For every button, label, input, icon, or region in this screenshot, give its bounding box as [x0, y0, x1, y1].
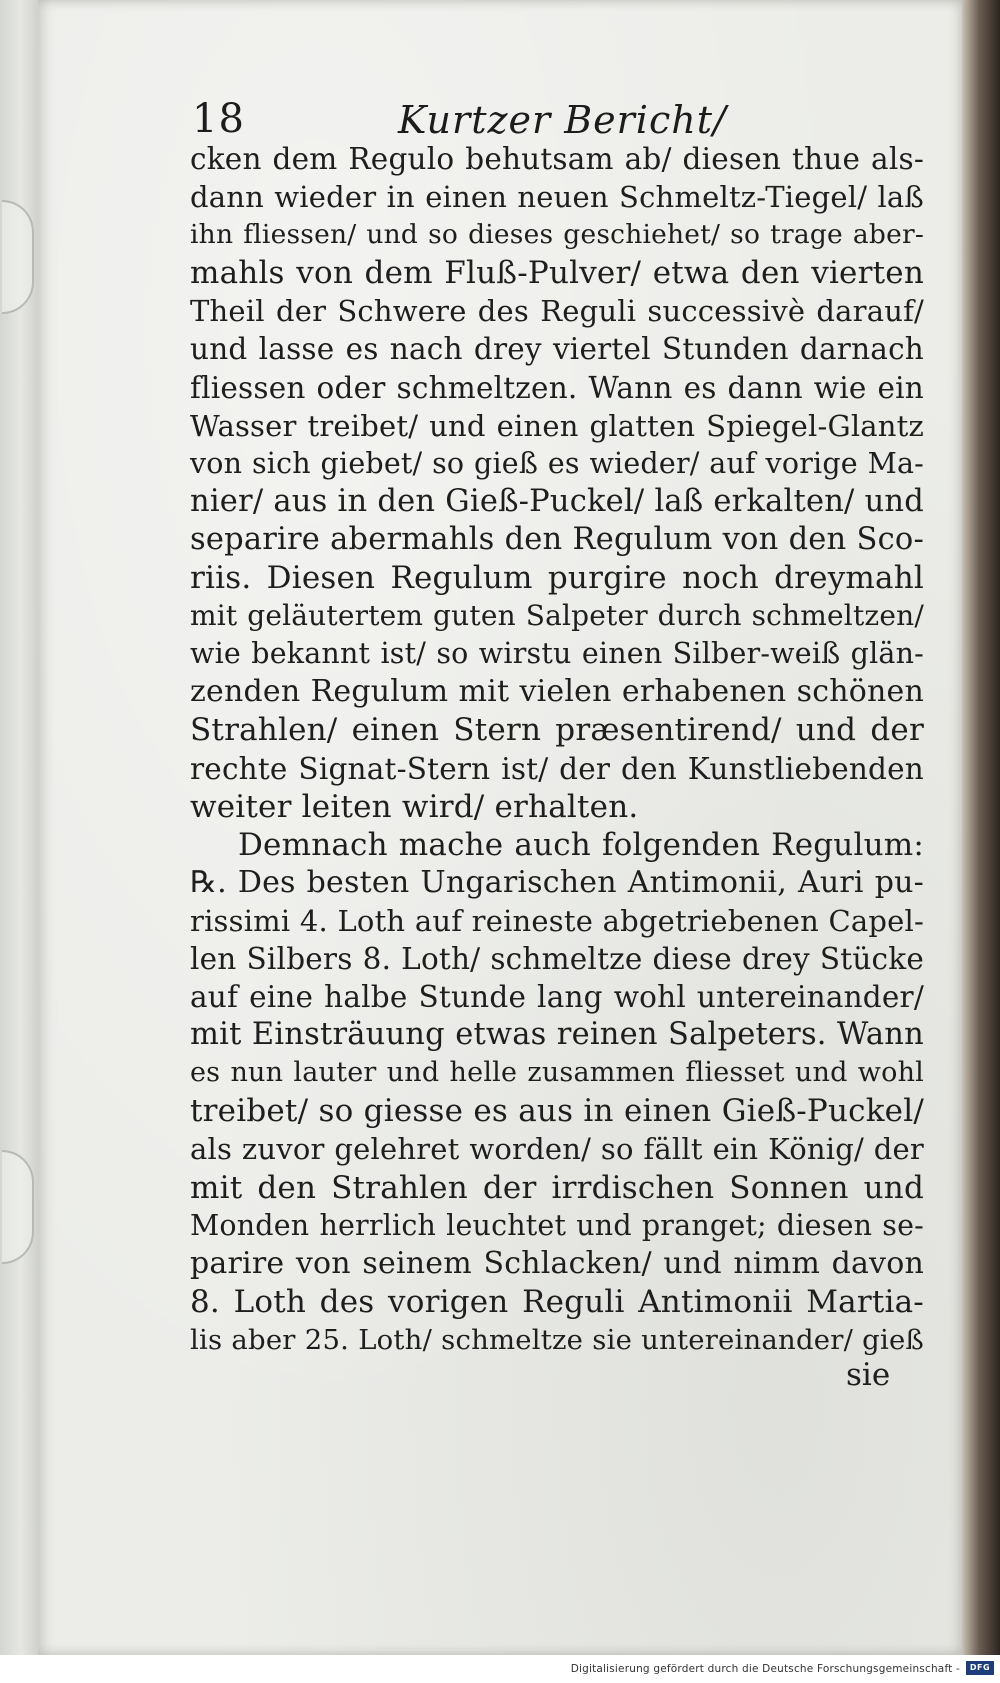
running-title: Kurtzer Bericht/	[398, 98, 727, 142]
clip-mark-top	[2, 200, 34, 314]
text-line: 8. Loth des vorigen Reguli Antimonii Martia-	[190, 1283, 924, 1320]
text-line: riis. Diesen Regulum purgire noch dreymahl	[190, 560, 924, 597]
text-line: und lasse es nach drey viertel Stunden darnach	[190, 332, 924, 367]
text-line: mit Einsträuung etwas reinen Salpeters. Wann	[190, 1017, 924, 1053]
text-line: von sich giebet/ so gieß es wieder/ auf vorige Ma-	[190, 446, 924, 480]
text-line: mit geläutertem guten Salpeter durch schmeltzen/	[190, 599, 924, 633]
text-line: treibet/ so giesse es aus in einen Gieß-Puckel/	[190, 1093, 924, 1130]
text-line: separire abermahls den Regulum von den Sco-	[190, 521, 924, 557]
text-line: Wasser treibet/ und einen glatten Spiegel-Glantz	[190, 408, 924, 443]
dfg-logo: DFG	[966, 1661, 994, 1675]
body-text	[190, 140, 924, 1359]
text-line: auf eine halbe Stunde lang wohl untereinander/	[190, 980, 924, 1015]
book-edge-right	[962, 0, 1000, 1655]
text-line: wie bekannt ist/ so wirstu einen Silber-weiß glän-	[190, 637, 924, 671]
text-line: fliessen oder schmeltzen. Wann es dann wie ein	[190, 370, 924, 405]
text-line: parire von seinem Schlacken/ und nimm davon	[190, 1245, 924, 1281]
text-line: len Silbers 8. Loth/ schmeltze diese drey Stücke	[190, 941, 924, 976]
text-line: rechte Signat-Stern ist/ der den Kunstliebenden	[190, 751, 924, 786]
text-line: es nun lauter und helle zusammen fliesset und wohl	[190, 1057, 924, 1089]
text-line: cken dem Regulo behutsam ab/ diesen thue als-	[190, 142, 924, 176]
text-line: dann wieder in einen neuen Schmeltz-Tiegel/ laß	[190, 180, 924, 215]
text-line: nier/ aus in den Gieß-Puckel/ laß erkalten/ und	[190, 483, 924, 519]
text-line: rissimi 4. Loth auf reineste abgetriebenen Capel-	[190, 903, 924, 938]
text-line: Demnach mache auch folgenden Regulum:	[238, 826, 924, 863]
text-line: ℞. Des besten Ungarischen Antimonii, Auri pu-	[190, 864, 924, 900]
book-page	[38, 0, 962, 1655]
book-edge-left	[0, 0, 38, 1655]
clip-mark-bottom	[2, 1150, 34, 1264]
text-line: Strahlen/ einen Stern præsentirend/ und der	[190, 712, 924, 749]
text-line: Monden herrlich leuchtet und pranget; diesen se-	[190, 1208, 924, 1242]
text-line: zenden Regulum mit vielen erhabenen schönen	[190, 674, 924, 710]
text-line: Theil der Schwere des Reguli successivè darauf/	[190, 294, 924, 329]
text-line: mit den Strahlen der irrdischen Sonnen und	[190, 1169, 924, 1206]
text-line: ihn fliessen/ und so dieses geschiehet/ so trage aber-	[190, 219, 924, 251]
text-line: weiter leiten wird/ erhalten.	[190, 788, 639, 825]
funding-credit: Digitalisierung gefördert durch die Deutsche Forschungsgemeinschaft -	[570, 1663, 960, 1675]
digitization-footer	[0, 1655, 1000, 1683]
catchword: sie	[846, 1357, 891, 1393]
text-line: mahls von dem Fluß-Pulver/ etwa den vierten	[190, 255, 924, 292]
text-line: lis aber 25. Loth/ schmeltze sie untereinander/ gieß	[190, 1323, 924, 1356]
page-number: 18	[192, 96, 245, 142]
text-line: als zuvor gelehret worden/ so fällt ein König/ der	[190, 1132, 924, 1167]
